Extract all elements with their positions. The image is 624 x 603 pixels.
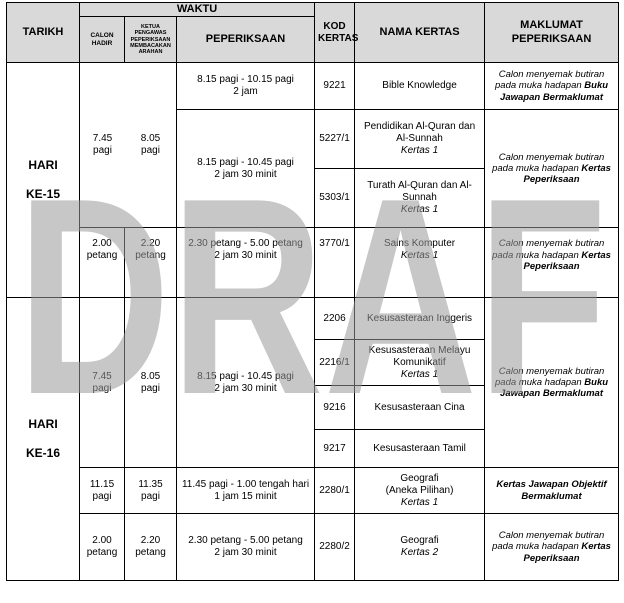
header-waktu: WAKTU	[80, 3, 315, 17]
time-cell	[80, 63, 177, 228]
maklumat-peperiksaan: Calon menyemak butiran pada muka hadapan Buku Jawapan Bermaklumat	[485, 298, 619, 468]
nama-kertas: Kesusasteraan Melayu Komunikatif Kertas 1	[355, 340, 485, 386]
table-row	[7, 63, 619, 110]
day-label: HARI KE-15	[7, 63, 80, 298]
ketua-pengawas-time: 11.35 pagi	[125, 468, 177, 514]
header-peperiksaan: PEPERIKSAAN	[177, 17, 315, 63]
exam-time: 8.15 pagi - 10.45 pagi 2 jam 30 minit	[177, 298, 315, 468]
header-maklumat: MAKLUMAT PEPERIKSAAN	[485, 3, 619, 63]
header-calon-hadir: CALON HADIR	[80, 17, 125, 63]
nama-kertas: Pendidikan Al-Quran dan Al-Sunnah Kertas 1	[355, 110, 485, 169]
day-label: HARI KE-16	[7, 298, 80, 581]
exam-time: 2.30 petang - 5.00 petang 2 jam 30 minit	[177, 228, 315, 298]
nama-kertas: Sains Komputer Kertas 1	[355, 228, 485, 298]
table-row	[7, 298, 619, 340]
nama-kertas: Bible Knowledge	[355, 63, 485, 110]
kod-kertas: 2206	[315, 298, 355, 340]
table-row	[7, 514, 619, 581]
maklumat-peperiksaan: Calon menyemak butiran pada muka hadapan Kertas Peperiksaan	[485, 514, 619, 581]
nama-kertas: Geografi (Aneka Pilihan) Kertas 1	[355, 468, 485, 514]
calon-hadir: 11.15 pagi	[80, 468, 125, 514]
watermark-text: DRAF	[17, 168, 607, 408]
header-ketua-pengawas: KETUA PENGAWAS PEPERIKSAAN MEMBACAKAN ARAHAN	[125, 17, 177, 63]
table-row	[7, 468, 619, 514]
exam-schedule-table	[6, 2, 619, 581]
exam-time: 2.30 petang - 5.00 petang 2 jam 30 minit	[177, 514, 315, 581]
exam-time: 11.45 pagi - 1.00 tengah hari 1 jam 15 minit	[177, 468, 315, 514]
kod-kertas: 2216/1	[315, 340, 355, 386]
maklumat-peperiksaan: Calon menyemak butiran pada muka hadapan Buku Jawapan Bermaklumat	[485, 63, 619, 110]
kod-kertas: 2280/2	[315, 514, 355, 581]
maklumat-peperiksaan: Calon menyemak butiran pada muka hadapan Kertas Peperiksaan	[485, 228, 619, 298]
nama-kertas: Kesusasteraan Cina	[355, 386, 485, 430]
calon-hadir: 2.00 petang	[80, 514, 125, 581]
kod-kertas: 2280/1	[315, 468, 355, 514]
kod-kertas: 3770/1	[315, 228, 355, 298]
kod-kertas: 9221	[315, 63, 355, 110]
kod-kertas: 5303/1	[315, 169, 355, 228]
table-row	[7, 228, 619, 298]
maklumat-peperiksaan: Kertas Jawapan Objektif Bermaklumat	[485, 468, 619, 514]
ketua-pengawas-time: 2.20 petang	[125, 228, 177, 298]
nama-kertas: Geografi Kertas 2	[355, 514, 485, 581]
header-kod-kertas: KOD KERTAS	[315, 3, 355, 63]
kod-kertas: 5227/1	[315, 110, 355, 169]
kod-kertas: 9216	[315, 386, 355, 430]
calon-hadir: 2.00 petang	[80, 228, 125, 298]
ketua-pengawas-time: 8.05 pagi	[125, 298, 177, 468]
header-tarikh: TARIKH	[7, 3, 80, 63]
nama-kertas: Kesusasteraan Tamil	[355, 430, 485, 468]
nama-kertas: Kesusasteraan Inggeris	[355, 298, 485, 340]
calon-hadir: 7.45 pagi	[92, 133, 113, 157]
ketua-pengawas-time: 8.05 pagi	[140, 133, 161, 157]
header-nama-kertas: NAMA KERTAS	[355, 3, 485, 63]
nama-kertas: Turath Al-Quran dan Al-Sunnah Kertas 1	[355, 169, 485, 228]
ketua-pengawas-time: 2.20 petang	[125, 514, 177, 581]
kod-kertas: 9217	[315, 430, 355, 468]
exam-time: 8.15 pagi - 10.15 pagi 2 jam	[177, 63, 315, 110]
calon-hadir: 7.45 pagi	[80, 298, 125, 468]
exam-time: 8.15 pagi - 10.45 pagi 2 jam 30 minit	[177, 110, 315, 228]
maklumat-peperiksaan: Calon menyemak butiran pada muka hadapan Kertas Peperiksaan	[485, 110, 619, 228]
